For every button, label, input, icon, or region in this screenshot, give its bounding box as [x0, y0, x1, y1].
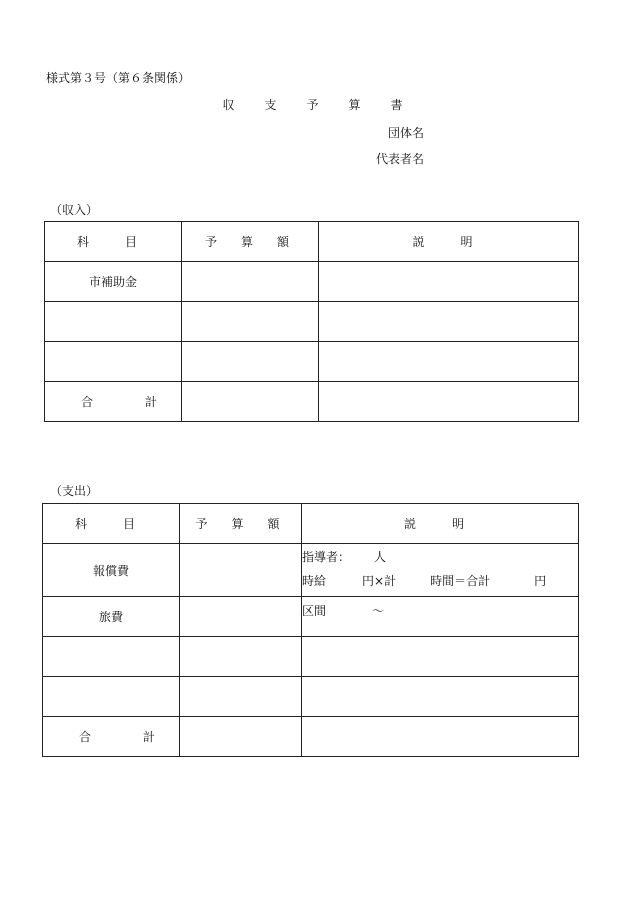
income-row [45, 262, 579, 302]
expense-row-travel [43, 597, 579, 637]
income-amount-cell[interactable] [182, 302, 319, 342]
section-label: 区間 [302, 603, 327, 618]
expense-amount-cell[interactable] [180, 597, 302, 637]
expense-amount-cell[interactable] [180, 637, 302, 677]
income-item-cell[interactable]: 市補助金 [45, 262, 182, 302]
expense-desc-cell[interactable] [302, 637, 579, 677]
income-amount-cell[interactable] [182, 342, 319, 382]
income-header-desc: 説 明 [319, 222, 579, 262]
honorarium-desc-cell[interactable] [302, 544, 579, 597]
income-heading: （収入） [50, 203, 99, 217]
expense-amount-cell[interactable] [180, 544, 302, 597]
yen-unit: 円 [534, 573, 547, 588]
expense-total-label: 合 計 [43, 717, 180, 757]
income-desc-cell[interactable] [319, 302, 579, 342]
hourly-label: 時給 [302, 573, 327, 588]
income-header-amount: 予 算 額 [182, 222, 319, 262]
income-table [44, 221, 579, 422]
expense-header-row [43, 504, 579, 544]
income-header-row [45, 222, 579, 262]
expense-item-cell[interactable] [43, 637, 180, 677]
income-desc-cell[interactable] [319, 342, 579, 382]
travel-desc-cell[interactable] [302, 597, 579, 637]
expense-item-cell[interactable] [43, 677, 180, 717]
income-total-desc[interactable] [319, 382, 579, 422]
instructor-label: 指導者： [302, 549, 351, 564]
expense-row-honorarium [43, 544, 579, 597]
income-total-row [45, 382, 579, 422]
expense-heading: （支出） [50, 484, 99, 498]
representative-label: 代表者名 [376, 152, 425, 166]
income-total-label: 合 計 [45, 382, 182, 422]
expense-header-desc: 説 明 [302, 504, 579, 544]
expense-table [42, 503, 579, 757]
person-unit: 人 [374, 549, 387, 564]
organization-label: 団体名 [388, 126, 425, 140]
expense-header-amount: 予 算 額 [180, 504, 302, 544]
expense-total-amount[interactable] [180, 717, 302, 757]
expense-row [43, 637, 579, 677]
expense-total-row [43, 717, 579, 757]
income-row [45, 302, 579, 342]
expense-item-cell[interactable]: 旅費 [43, 597, 180, 637]
income-header-item: 科 目 [45, 222, 182, 262]
income-total-amount[interactable] [182, 382, 319, 422]
tilde: ～ [372, 603, 385, 618]
form-number: 様式第３号（第６条関係） [46, 71, 191, 85]
document-title: 収 支 予 算 書 [222, 98, 412, 112]
income-desc-cell[interactable] [319, 262, 579, 302]
income-row [45, 342, 579, 382]
hours-equals-total: 時間＝合計 [430, 573, 491, 588]
expense-row [43, 677, 579, 717]
expense-desc-cell[interactable] [302, 677, 579, 717]
yen-times-total: 円×計 [362, 573, 397, 588]
expense-header-item: 科 目 [43, 504, 180, 544]
expense-item-cell[interactable]: 報償費 [43, 544, 180, 597]
expense-total-desc[interactable] [302, 717, 579, 757]
income-amount-cell[interactable] [182, 262, 319, 302]
expense-amount-cell[interactable] [180, 677, 302, 717]
income-item-cell[interactable] [45, 302, 182, 342]
income-item-cell[interactable] [45, 342, 182, 382]
